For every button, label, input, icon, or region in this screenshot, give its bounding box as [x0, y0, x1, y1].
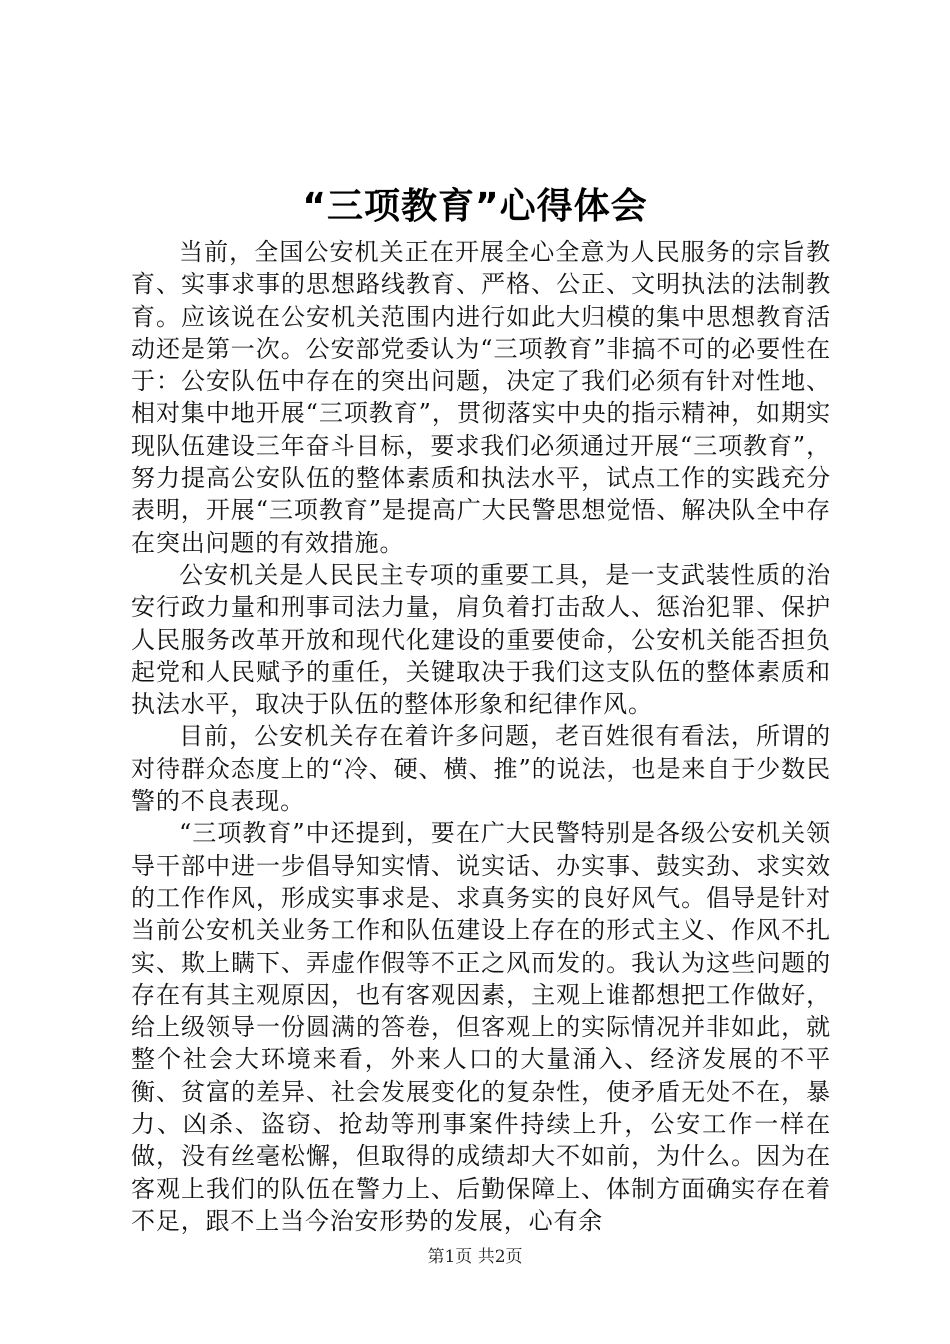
paragraph: 公安机关是人民民主专项的重要工具，是一支武装性质的治安行政力量和刑事司法力量，肩负着打击敌人、惩治犯罪、保护人民服务改革开放和现代化建设的重要使命，公安机关能否担负起党和人民赋予的重任，关键取决于我们这支队伍的整体素质和执法水平，取决于队伍的整体形象和纪律作风。	[131, 560, 831, 719]
paragraph: “三项教育”中还提到，要在广大民警特别是各级公安机关领导干部中进一步倡导知实情、说实话、办实事、鼓实劲、求实效的工作作风，形成实事求是、求真务实的良好风气。倡导是针对当前公安机关业务工作和队伍建设上存在的形式主义、作风不扎实、欺上瞒下、弄虚作假等不正之风而发的。我认为这些问题的存在有其主观原因，也有客观因素，主观上谁都想把工作做好，给上级领导一份圆满的答卷，但客观上的实际情况并非如此，就整个社会大环境来看，外来人口的大量涌入、经济发展的不平衡、贫富的差异、社会发展变化的复杂性，使矛盾无处不在，暴力、凶杀、盗窃、抢劫等刑事案件持续上升，公安工作一样在做，没有丝毫松懈，但取得的成绩却大不如前，为什么。因为在客观上我们的队伍在警力上、后勤保障上、体制方面确实存在着不足，跟不上当今治安形势的发展，心有余	[131, 819, 831, 1235]
paragraph: 当前，全国公安机关正在开展全心全意为人民服务的宗旨教育、实事求事的思想路线教育、严格、公正、文明执法的法制教育。应该说在公安机关范围内进行如此大归模的集中思想教育活动还是第一次。公安部党委认为“三项教育”非搞不可的必要性在于：公安队伍中存在的突出问题，决定了我们必须有针对性地、相对集中地开展“三项教育”，贯彻落实中央的指示精神，如期实现队伍建设三年奋斗目标，要求我们必须通过开展“三项教育”，努力提高公安队伍的整体素质和执法水平，试点工作的实践充分表明，开展“三项教育”是提高广大民警思想觉悟、解决队全中存在突出问题的有效措施。	[131, 238, 831, 557]
document-title: “三项教育”心得体会	[302, 186, 648, 227]
paragraph: 目前，公安机关存在着许多问题，老百姓很有看法，所谓的对待群众态度上的“冷、硬、横、推”的说法，也是来自于少数民警的不良表现。	[131, 722, 831, 816]
document-body	[131, 236, 831, 1237]
page-number-footer: 第1页 共2页	[427, 1247, 523, 1267]
